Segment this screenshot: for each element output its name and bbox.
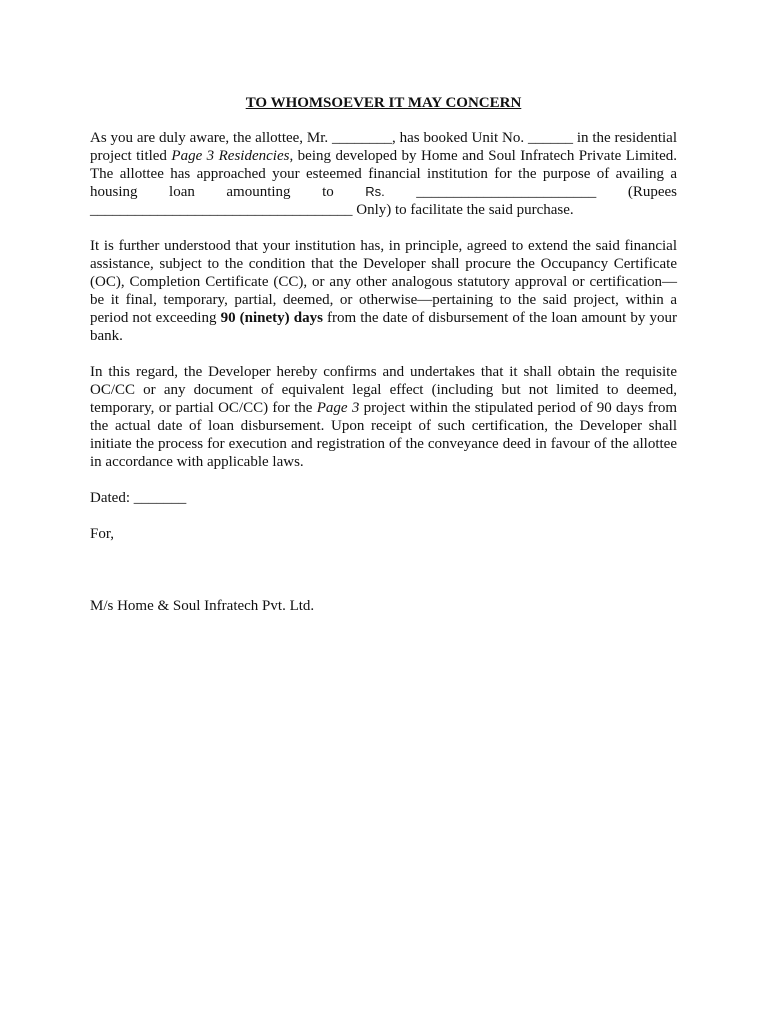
- for-line: For,: [90, 526, 114, 542]
- period-emphasis: 90 (ninety) days: [220, 310, 323, 326]
- paragraph-2-text-b: from the date of disbursement of the loan amount by your bank.: [90, 310, 677, 344]
- project-name: Page 3 Residencies: [171, 148, 290, 164]
- signature-space: [90, 561, 677, 597]
- paragraph-1-text-c: ________________________ (Rupees ___________________________________ Only) to facilitate the said purchase.: [90, 184, 677, 218]
- dated-line: Dated: _______: [90, 490, 187, 506]
- document-page: [90, 94, 677, 633]
- paragraph-1-text-a: As you are duly aware, the allottee, Mr. ________, has booked Unit No. ______ in the residential project titled: [90, 130, 677, 164]
- paragraph-booking-details: [90, 129, 677, 219]
- paragraph-3-text-a: In this regard, the Developer hereby confirms and undertakes that it shall obtain the requisite OC/CC or any document of equivalent legal effect (including but not limited to deemed, temporary, or partial OC/CC) for the: [90, 364, 677, 416]
- document-title: TO WHOMSOEVER IT MAY CONCERN: [245, 95, 522, 111]
- currency-label: Rs.: [365, 184, 385, 199]
- project-short-name: Page 3: [316, 400, 360, 416]
- paragraph-2-text-a: It is further understood that your institution has, in principle, agreed to extend the said financial assistance, subject to the condition that the Developer shall procure the Occupancy Certificate (OC), Completion Certificate (CC), or any other analogous statutory approval or certification—be it final, temporary, partial, deemed, or otherwise—pertaining to the said project, within a period not exceeding: [90, 238, 677, 326]
- paragraph-3-text-b: project within the stipulated period of 90 days from the actual date of loan disbursement. Upon receipt of such certification, the Developer shall initiate the process for execution and registration of the conveyance deed in favour of the allottee in accordance with applicable laws.: [90, 400, 677, 470]
- signatory-name: M/s Home & Soul Infratech Pvt. Ltd.: [90, 598, 315, 614]
- paragraph-loan-condition: [90, 237, 677, 345]
- paragraph-1-text-b: , being developed by Home and Soul Infratech Private Limited. The allottee has approached your esteemed financial institution for the purpose of availing a housing loan amounting to: [90, 148, 677, 200]
- paragraph-undertaking: [90, 363, 677, 471]
